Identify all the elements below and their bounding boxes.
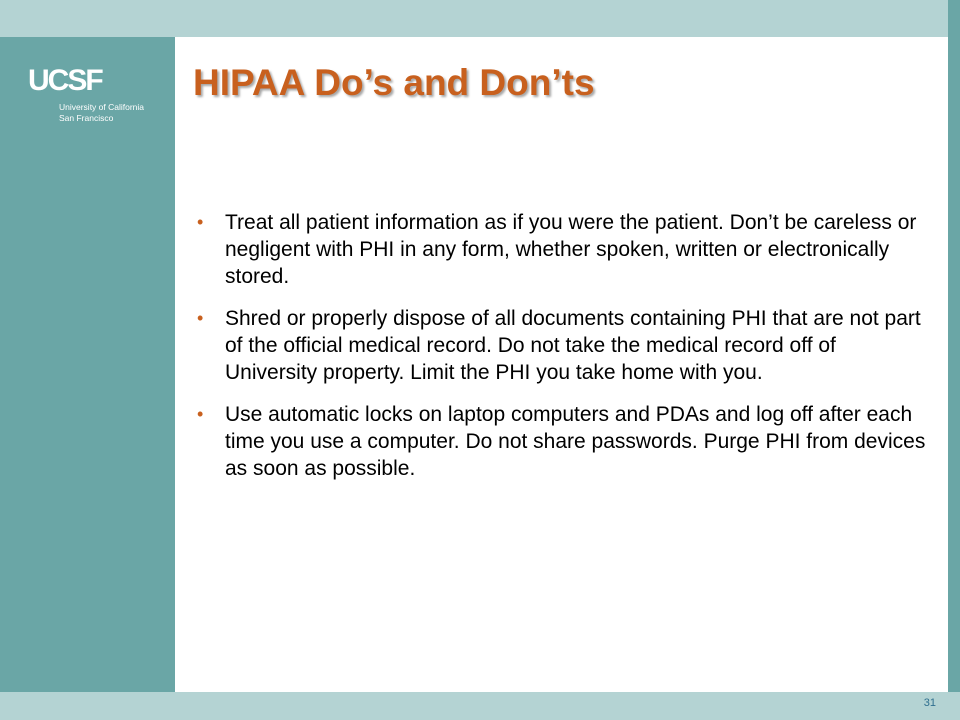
logo-city-line: San Francisco	[59, 113, 114, 123]
logo-mark: UCSF	[28, 64, 102, 97]
top-band	[0, 0, 960, 37]
bullet-text: Shred or properly dispose of all documents containing PHI that are not part of the official medical record. Do not take the medical record off of University property. Limit the PHI you take home with you.	[225, 307, 921, 384]
bullet-text: Treat all patient information as if you were the patient. Don’t be careless or negligent with PHI in any form, whether spoken, written or electronically stored.	[225, 211, 917, 288]
bullet-dot-icon: •	[197, 308, 204, 328]
bullet-list	[197, 209, 927, 497]
slide-title: HIPAA Do’s and Don’ts	[193, 62, 595, 103]
bullet-dot-icon: •	[197, 212, 204, 232]
ucsf-logo	[28, 66, 158, 128]
bullet-item	[197, 305, 927, 386]
bottom-band	[0, 692, 960, 720]
bullet-item	[197, 209, 927, 290]
bullet-dot-icon: •	[197, 404, 204, 424]
bullet-item	[197, 401, 927, 482]
bullet-text: Use automatic locks on laptop computers and PDAs and log off after each time you use a computer. Do not share passwords. Purge PHI from devices as soon as possible.	[225, 403, 926, 480]
left-panel	[0, 37, 175, 692]
logo-university-line: University of California	[59, 102, 145, 112]
right-edge	[948, 0, 960, 720]
page-number: 31	[923, 697, 936, 709]
